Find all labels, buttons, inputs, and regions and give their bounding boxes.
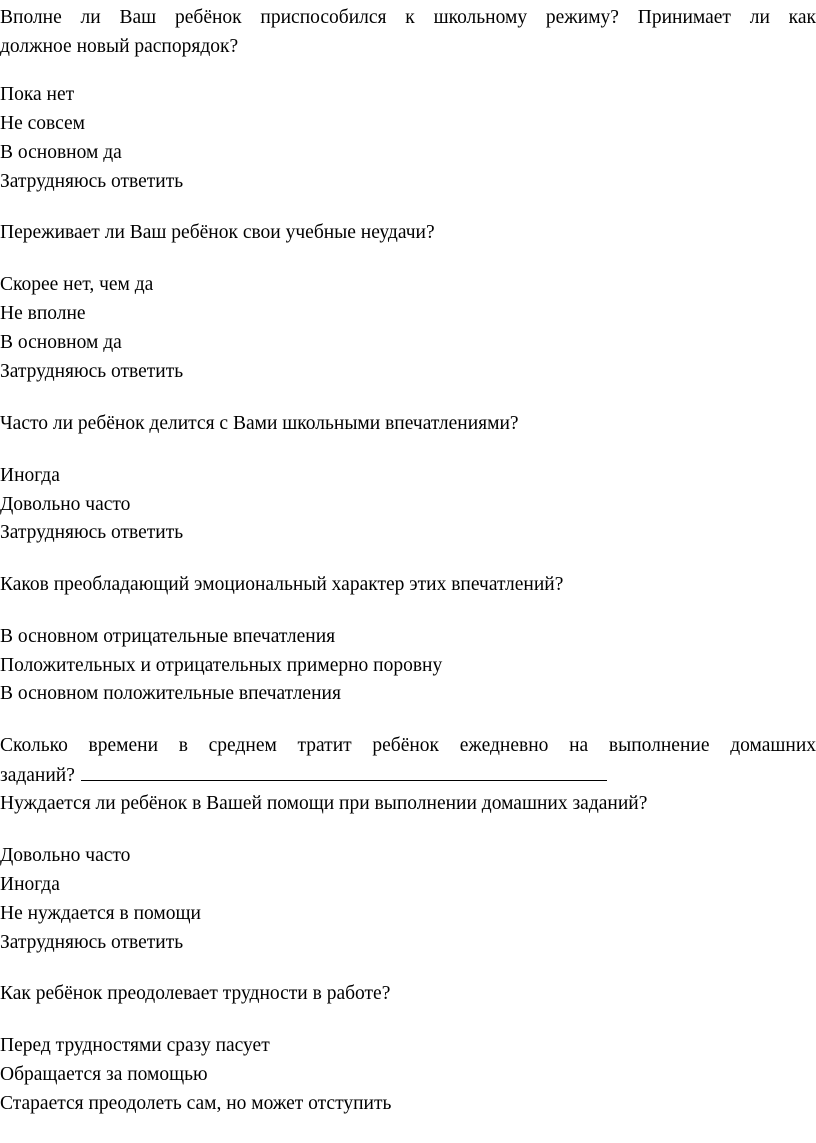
question-4-text: Каков преобладающий эмоциональный характер этих впечатлений? <box>0 574 564 595</box>
question-2-text: Переживает ли Ваш ребёнок свои учебные неудачи? <box>0 222 435 243</box>
question-4-option-3: В основном положительные впечатления <box>0 683 341 704</box>
question-1-option-3: В основном да <box>0 142 122 163</box>
question-7-option-2: Обращается за помощью <box>0 1064 208 1085</box>
question-3-option-2: Довольно часто <box>0 494 131 515</box>
question-2-option-3: В основном да <box>0 332 122 353</box>
question-1-line-2: должное новый распорядок? <box>0 36 239 57</box>
question-6-option-2: Иногда <box>0 874 60 895</box>
question-1-option-2: Не совсем <box>0 113 85 134</box>
question-2-option-1: Скорее нет, чем да <box>0 274 154 295</box>
question-6-option-1: Довольно часто <box>0 845 131 866</box>
question-2-option-4: Затрудняюсь ответить <box>0 361 184 382</box>
question-6-text: Нуждается ли ребёнок в Вашей помощи при выполнении домашних заданий? <box>0 793 648 814</box>
question-3-text: Часто ли ребёнок делится с Вами школьными впечатлениями? <box>0 413 519 434</box>
question-1-option-1: Пока нет <box>0 84 75 105</box>
question-5-line-2-text: заданий? <box>0 765 75 786</box>
question-1-option-4: Затрудняюсь ответить <box>0 171 184 192</box>
question-7-option-3: Старается преодолеть сам, но может отступить <box>0 1093 392 1114</box>
answer-blank-line[interactable] <box>81 760 607 781</box>
question-5-line-2 <box>0 760 816 790</box>
question-2-option-2: Не вполне <box>0 303 86 324</box>
question-1-line-1: Вполне ли Ваш ребёнок приспособился к школьному режиму? Принимает ли как <box>0 7 816 28</box>
question-4-option-1: В основном отрицательные впечатления <box>0 626 336 647</box>
question-6-option-3: Не нуждается в помощи <box>0 903 201 924</box>
question-7-option-1: Перед трудностями сразу пасует <box>0 1035 270 1056</box>
question-5-line-1: Сколько времени в среднем тратит ребёнок ежедневно на выполнение домашних <box>0 735 816 756</box>
question-7-text: Как ребёнок преодолевает трудности в работе? <box>0 983 391 1004</box>
question-3-option-3: Затрудняюсь ответить <box>0 522 184 543</box>
question-6-option-4: Затрудняюсь ответить <box>0 932 184 953</box>
question-3-option-1: Иногда <box>0 465 60 486</box>
question-4-option-2: Положительных и отрицательных примерно поровну <box>0 655 443 676</box>
